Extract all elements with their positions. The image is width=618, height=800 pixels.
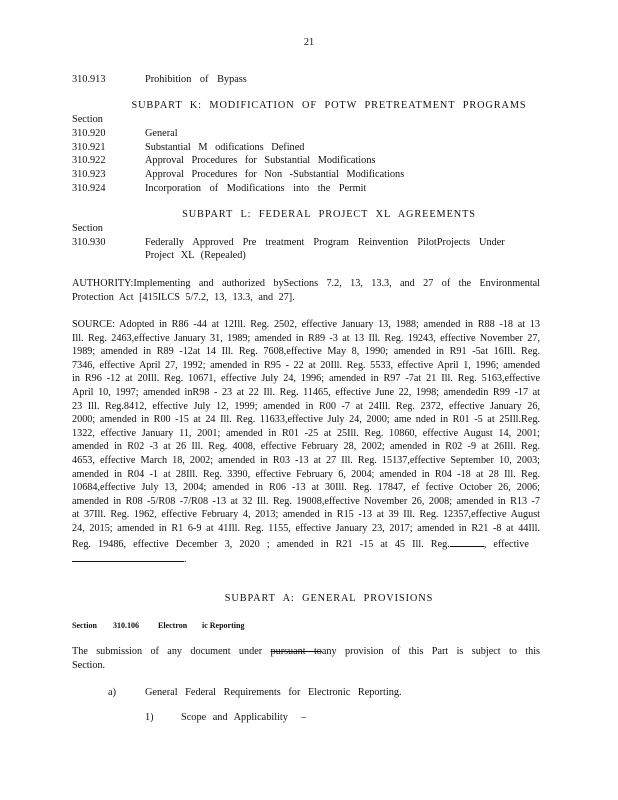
page-number: 21 <box>303 37 315 48</box>
section-title: Prohibition of Bypass <box>145 74 247 85</box>
section-number: 310.930 <box>72 237 106 248</box>
dash: – <box>301 712 307 723</box>
section-106-title-part2: ic Reporting <box>202 621 245 630</box>
list-item-text: General Federal Requirements for Electronic Reporting. <box>145 687 402 698</box>
section-title: Substantial M odifications Defined <box>145 142 305 153</box>
subpart-l-heading: SUBPART L: FEDERAL PROJECT XL AGREEMENTS <box>182 209 476 220</box>
section-number: 310.920 <box>72 128 106 139</box>
section-106-title-part1: Electron <box>158 621 188 630</box>
section-label: Section <box>72 114 103 125</box>
section-title-continued: Project XL (Repealed) <box>145 250 246 261</box>
list-marker: 1) <box>145 712 154 723</box>
source-text: SOURCE: Adopted in R86 -44 at 12Ill. Reg. 2502, effective January 13, 1988; amended in R88 -18 at 13 Ill. Reg. 2463,effective January 31, 1989; amended in R89 -3 at 13 Ill. Reg. 19243, effective November 27, 1989; amended in R89 -12at 14 Ill. Reg. 7608,effective May 8, 1990; amended in R91 -5at 16Ill. Reg. 7346, effective April 27, 1992; amended in R95 - 22 at 20Ill. Reg. 5533, effective April 1, 1996; amended in R96 -12 at 20Ill. Reg. 10671, effective July 24, 1996; amended in R97 -7at 21 Ill. Reg. 5163,effective April 10, 1997; amended inR98 - 23 at 22 Ill. Reg. 11465, effective June 22, 1998; amendedin R99 -17 at 23 Ill. Reg.8412, effective July 12, 1999; amended in R00 -7 at 24Ill. Reg. 2372, effective January 26, 2000; amended in R00 -15 at 24 Ill. Reg. 11633,effective July 24, 2000; ame nded in R01 -5 at 25Ill.Reg. 1322, effective January 11, 2001; amended in R01 -25 at 25Ill. Reg. 10860, effective August 14, 2001; amended in R02 -3 at 26 Ill. Reg. 4008, effective February 28, 2002; amended in R02 -9 at 26Ill. Reg. 4653, effective March 18, 2002; amended in R03 -13 at 27 Ill. Reg. 15137,effective September 10, 2003; amended in R04 -1 at 28Ill. Reg. 3390, effective February 6, 2004; amended in R04 -18 at 28 Ill. Reg. 10684,effective July 13, 2004; amended in R06 -13 at 30Ill. Reg. 17847, ef fective October 26, 2006; amended in R08 -5/R08 -7/R08 -13 at 32 Ill. Reg. 19008,effective November 26, 2008; amended in R13 -7 at 37Ill. Reg. 1962, effective February 4, 2013; amended in R15 -13 at 39 Ill. Reg. 12357,effective August 24, 2015; amended in R1 6-9 at 41Ill. Reg. 1155, effective January 23, 2017; amended in R21 -8 at 44Ill. Reg. 19486, effective December 3, 2020 ; amended in R21 -15 at 45 Ill. Reg. <box>72 319 540 550</box>
source-effective: , effective <box>483 538 529 550</box>
section-title: Federally Approved Pre treatment Program Reinvention PilotProjects Under <box>145 237 505 248</box>
section-label: Section <box>72 223 103 234</box>
authority-note: AUTHORITY:Implementing and authorized bySections 7.2, 13, 13.3, and 27 of the Environmental Protection Act [415ILCS 5/7.2, 13, 13.3, and 27]. <box>72 278 540 303</box>
section-number: 310.913 <box>72 74 106 85</box>
blank-line <box>450 536 484 547</box>
submission-text-before: The submission of any document under <box>72 646 271 657</box>
list-item-label: Scope and Applicability <box>181 712 288 723</box>
section-106-label: Section <box>72 621 97 630</box>
section-number: 310.922 <box>72 155 106 166</box>
section-title: Approval Procedures for Substantial Modifications <box>145 155 376 166</box>
section-number: 310.923 <box>72 169 106 180</box>
subpart-a-heading: SUBPART A: GENERAL PROVISIONS <box>224 593 434 604</box>
source-end: . <box>184 554 187 566</box>
blank-line <box>72 551 184 562</box>
section-title: Approval Procedures for Non -Substantial Modifications <box>145 169 405 180</box>
list-marker: a) <box>108 687 116 698</box>
section-number: 310.924 <box>72 183 106 194</box>
source-note <box>72 318 540 567</box>
struck-text: pursuant to <box>270 646 322 657</box>
list-item-text <box>181 711 306 725</box>
section-number: 310.921 <box>72 142 106 153</box>
submission-text-after: any provision of this Part is subject to this Section. <box>72 646 540 671</box>
submission-paragraph <box>72 645 540 672</box>
section-106-number: 310.106 <box>113 621 139 630</box>
subpart-k-heading: SUBPART K: MODIFICATION OF POTW PRETREATMENT PROGRAMS <box>131 100 527 111</box>
section-title: Incorporation of Modifications into the Permit <box>145 183 367 194</box>
section-title: General <box>145 128 178 139</box>
